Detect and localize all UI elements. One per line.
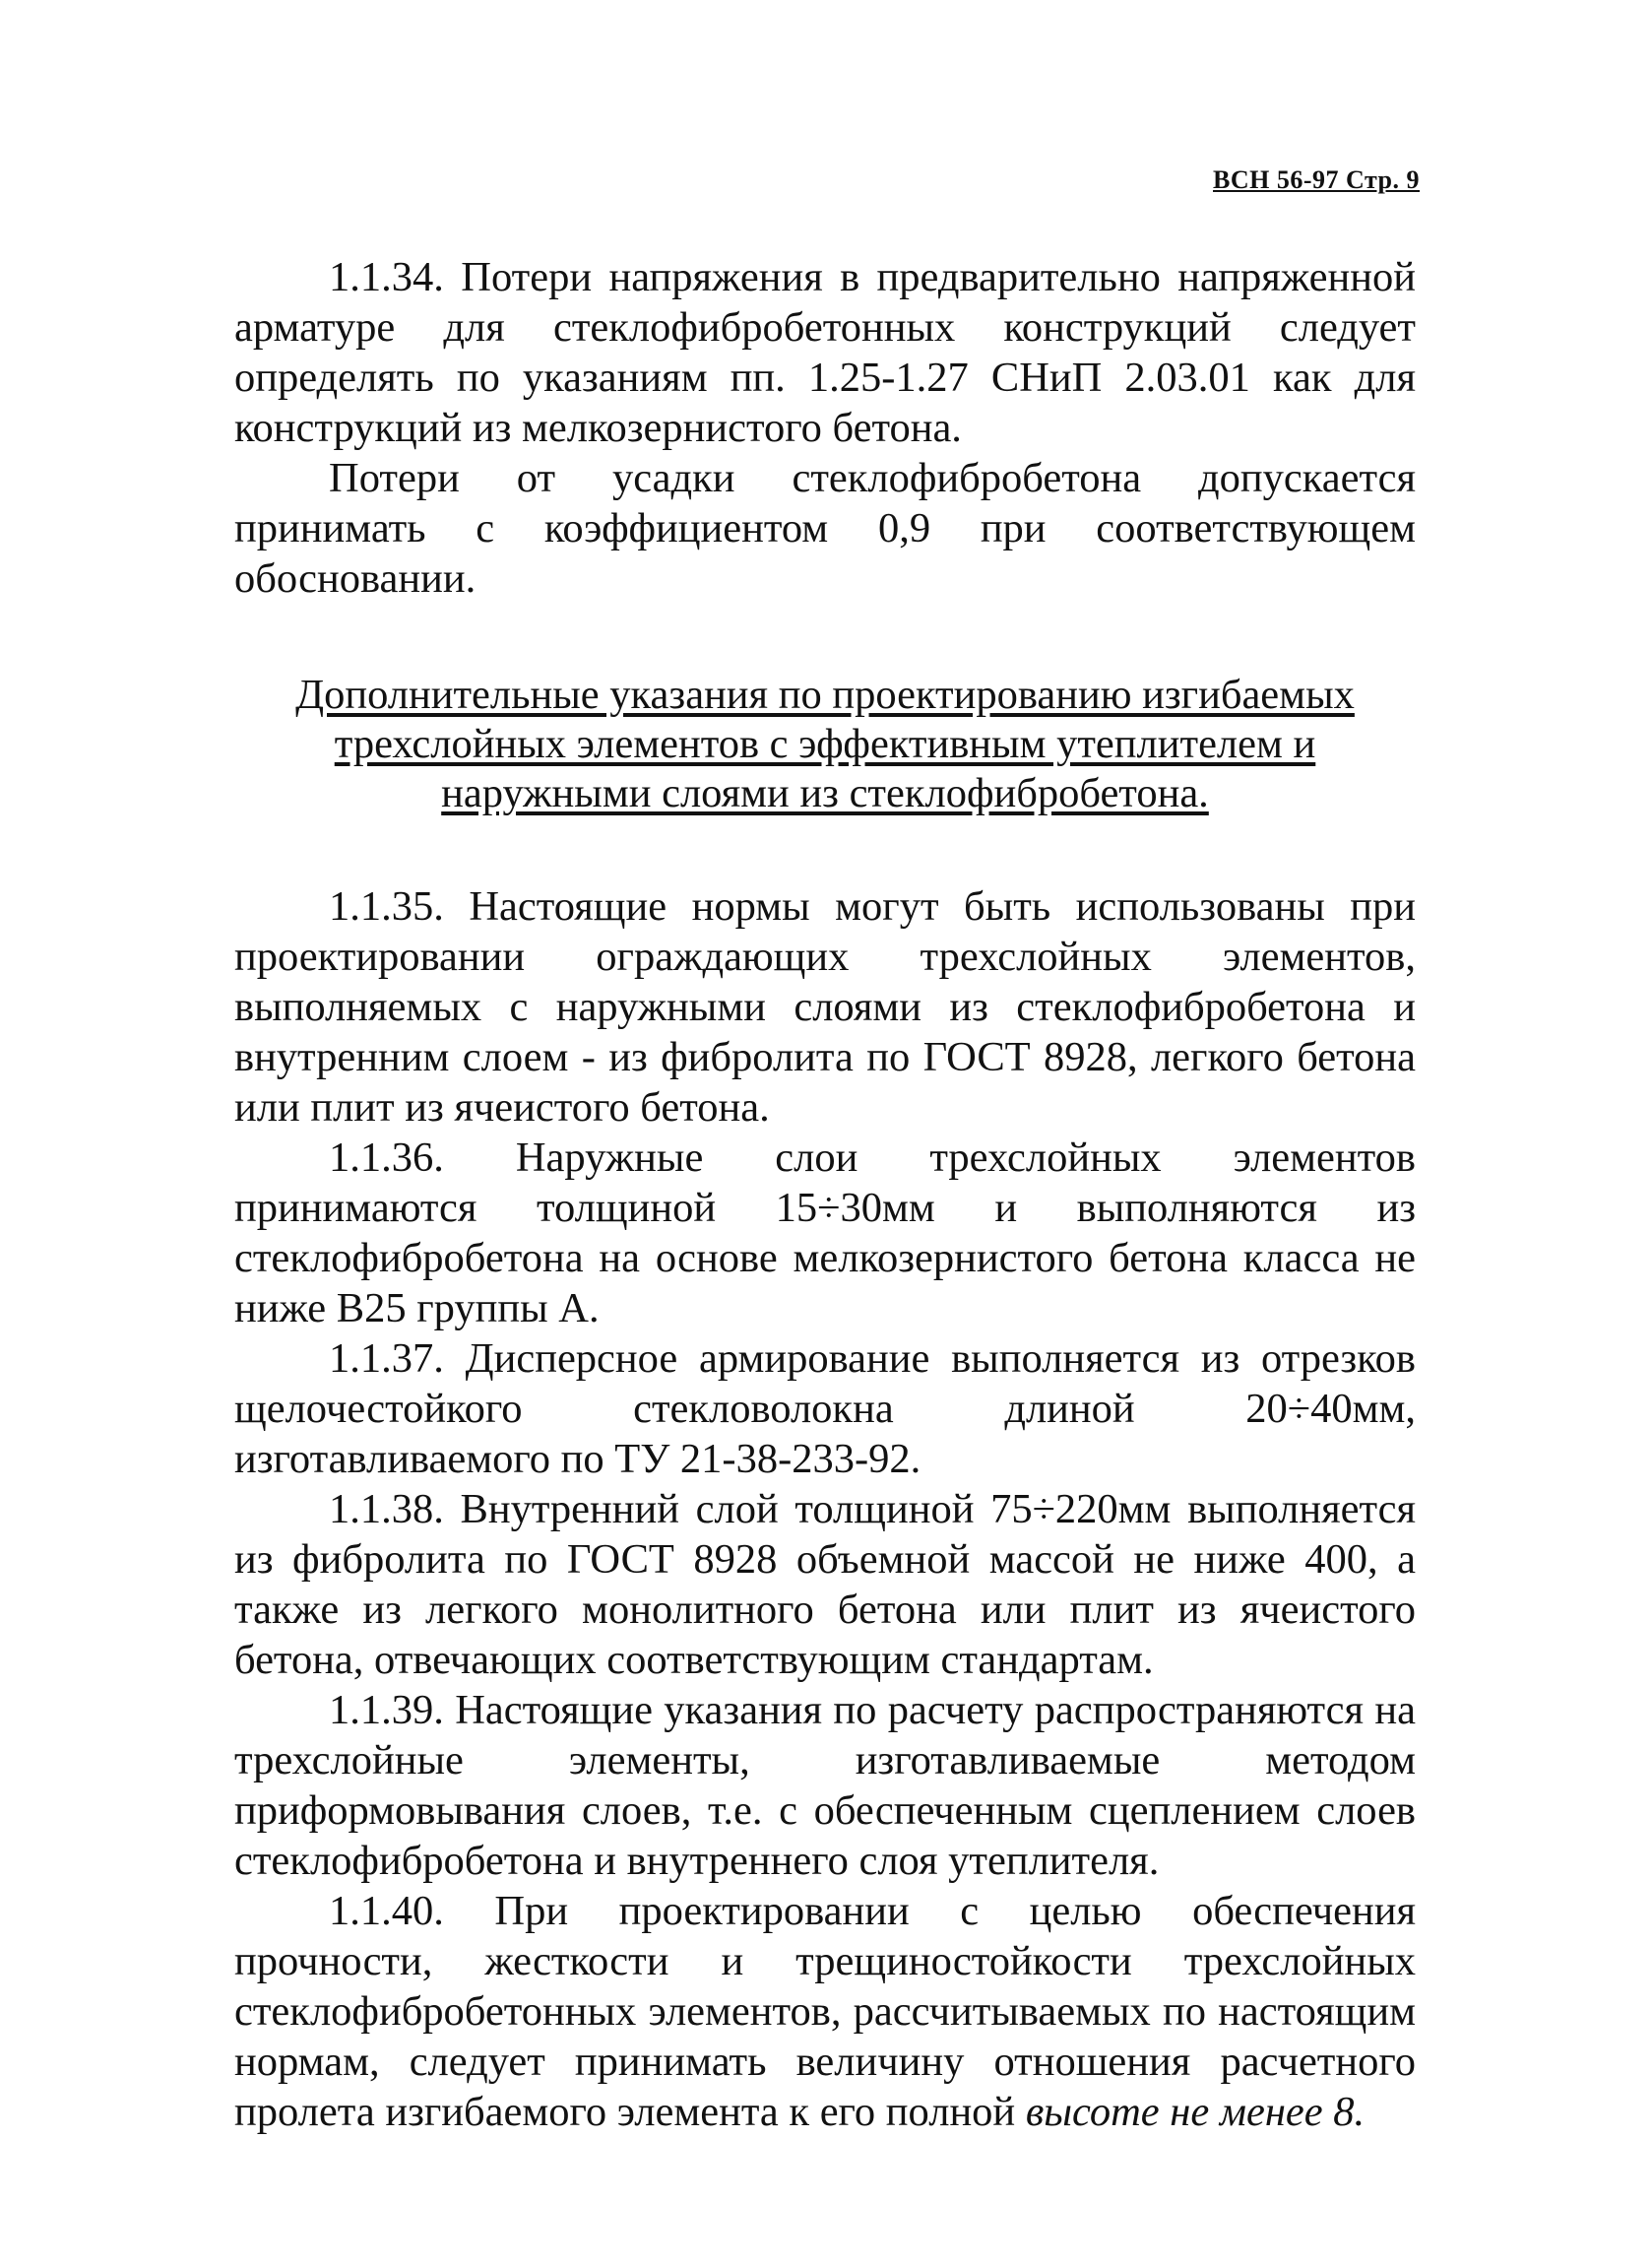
- page-header-reference: ВСН 56-97 Стр. 9: [1213, 165, 1420, 194]
- paragraph-1-1-40: [234, 1886, 1416, 2137]
- section-heading: [234, 671, 1416, 818]
- paragraph-1-1-40-tail: высоте не менее 8.: [1015, 2089, 1366, 2135]
- section-heading-line-2: трехслойных элементов с эффективным утеплителем и: [334, 721, 1316, 767]
- paragraph-1-1-37: 1.1.37. Дисперсное армирование выполняется из отрезков щелочестойкого стекловолокна длиной 20÷40мм, изготавливаемого по ТУ 21-38-233-92.: [234, 1335, 1416, 1482]
- paragraph-1-1-36: 1.1.36. Наружные слои трехслойных элементов принимаются толщиной 15÷30мм и выполняются из стеклофибробетона на основе мелкозернистого бетона класса не ниже В25 группы А.: [234, 1134, 1416, 1331]
- paragraph-1-1-35: 1.1.35. Настоящие нормы могут быть использованы при проектировании ограждающих трехслойных элементов, выполняемых с наружными слоями из стеклофибробетона и внутренним слоем - из фибролита по ГОСТ 8928, легкого бетона или плит из ячеистого бетона.: [234, 883, 1416, 1131]
- paragraph-shrinkage-losses: Потери от усадки стеклофибробетона допускается принимать с коэффициентом 0,9 при соответствующем обосновании.: [234, 455, 1416, 602]
- section-heading-line-3: наружными слоями из стеклофибробетона.: [441, 770, 1209, 816]
- paragraph-1-1-39: 1.1.39. Настоящие указания по расчету распространяются на трехслойные элементы, изготавливаемые методом приформовывания слоев, т.е. с обеспеченным сцеплением слоев стеклофибробетона и внутреннего слоя утеплителя.: [234, 1687, 1416, 1884]
- paragraph-1-1-34: 1.1.34. Потери напряжения в предварительно напряженной арматуре для стеклофибробетонных конструкций следует определять по указаниям пп. 1.25-1.27 СНиП 2.03.01 как для конструкций из мелкозернистого бетона.: [234, 254, 1416, 451]
- document-body: [234, 252, 1416, 2137]
- paragraph-1-1-38: 1.1.38. Внутренний слой толщиной 75÷220мм выполняется из фибролита по ГОСТ 8928 объемной массой не ниже 400, а также из легкого монолитного бетона или плит из ячеистого бетона, отвечающих соответствующим стандартам.: [234, 1486, 1416, 1683]
- paragraph-1-1-40-main: 1.1.40. При проектировании с целью обеспечения прочности, жесткости и трещиностойкости трехслойных стеклофибробетонных элементов, рассчитываемых по настоящим нормам, следует принимать величину отношения расчетного пролета изгибаемого элемента к его полной: [234, 1888, 1416, 2135]
- section-heading-line-1: Дополнительные указания по проектированию изгибаемых: [295, 672, 1355, 718]
